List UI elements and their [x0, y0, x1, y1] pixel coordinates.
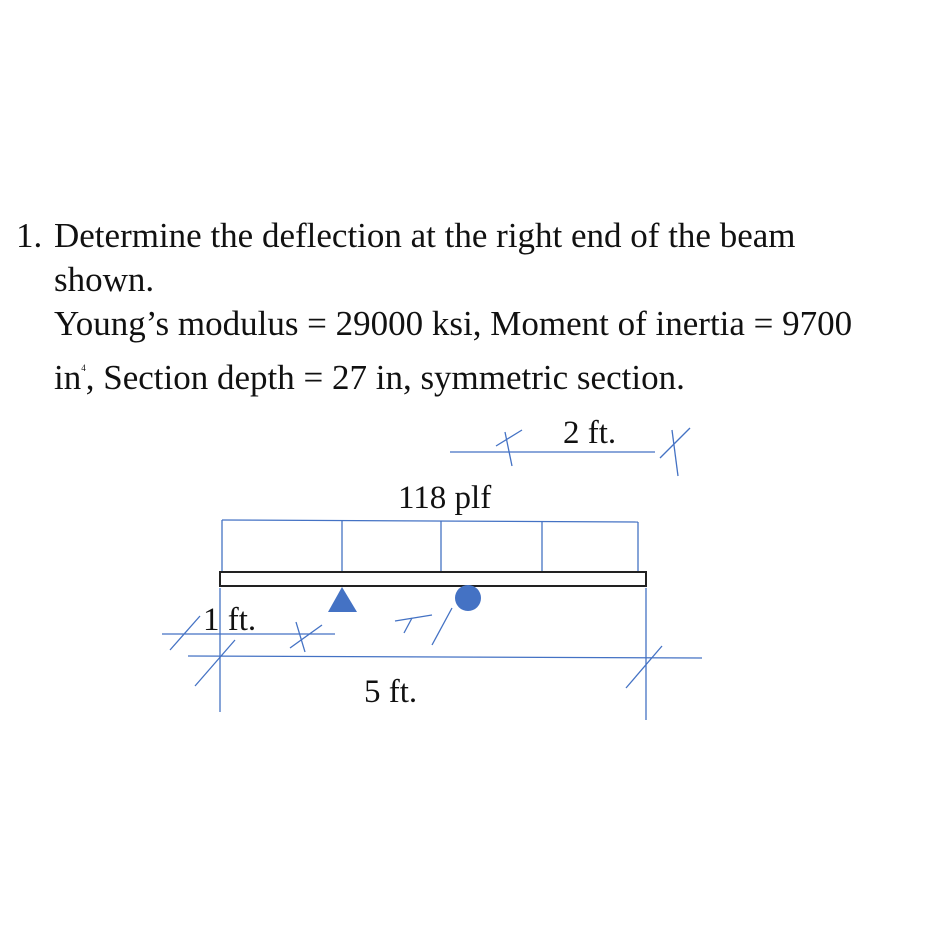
support-hatching	[395, 608, 452, 645]
left-overhang-slash-left	[170, 616, 200, 650]
hatch-line	[395, 615, 432, 621]
problem-number: 1.	[16, 216, 43, 255]
span-slash-right	[626, 646, 662, 688]
overhang-dimension	[450, 415, 690, 476]
left-overhang-slash-right	[290, 625, 322, 648]
beam	[220, 572, 646, 586]
load-label: 118 plf	[398, 480, 492, 516]
properties-line-2-rest: , Section depth = 27 in, symmetric section.	[85, 358, 685, 397]
span-dimension	[188, 588, 702, 720]
distributed-load	[222, 480, 638, 572]
hatch-line	[404, 618, 412, 633]
statement-line-2: shown.	[54, 260, 155, 299]
left-overhang-tick-right	[296, 622, 305, 652]
left-overhang-dimension	[162, 602, 335, 652]
load-top-line	[222, 520, 638, 522]
statement-line-1: Determine the deflection at the right end of the beam	[54, 216, 796, 255]
left-overhang-label: 1 ft.	[203, 602, 257, 638]
overhang-dimension-tick-right	[672, 430, 678, 476]
inertia-unit: in	[54, 358, 82, 397]
pin-support	[328, 587, 357, 612]
overhang-dimension-slash-left	[496, 430, 522, 446]
span-dimension-line	[188, 656, 702, 658]
inertia-unit-exponent: 4	[81, 363, 86, 373]
overhang-dimension-label: 2 ft.	[563, 415, 617, 451]
hatch-line	[432, 608, 452, 645]
roller-support	[455, 585, 481, 611]
properties-line-1: Young’s modulus = 29000 ksi, Moment of inertia = 9700	[54, 304, 853, 343]
span-label: 5 ft.	[364, 674, 418, 710]
span-slash-left	[195, 640, 235, 686]
